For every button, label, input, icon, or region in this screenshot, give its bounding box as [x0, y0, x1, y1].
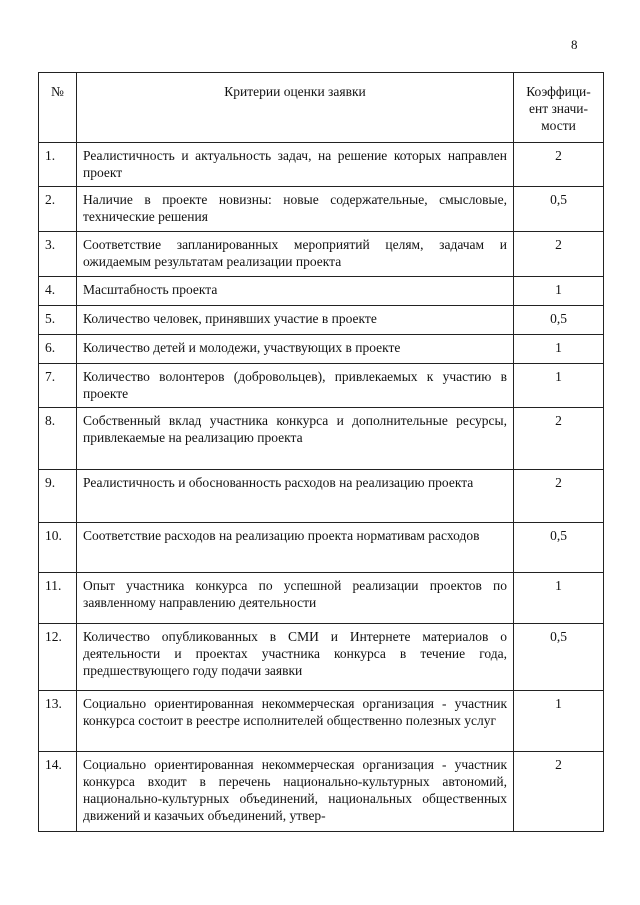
- row-coefficient: 2: [514, 232, 604, 277]
- table-row: [39, 573, 604, 624]
- row-coefficient: 0,5: [514, 306, 604, 335]
- row-number: 1.: [39, 143, 77, 187]
- row-coefficient: 1: [514, 335, 604, 364]
- header-number: №: [39, 73, 77, 143]
- row-criteria: Количество детей и молодежи, участвующих в проекте: [77, 335, 514, 364]
- row-criteria: Социально ориентированная некоммерческая организация - участник конкурса состоит в реестре исполнителей общественно полезных услуг: [77, 691, 514, 752]
- row-criteria: Количество опубликованных в СМИ и Интернете материалов о деятельности и проектах участника конкурса в течение года, предшествующего году подачи заявки: [77, 624, 514, 691]
- table-row: [39, 187, 604, 232]
- row-coefficient: 1: [514, 277, 604, 306]
- row-number: 12.: [39, 624, 77, 691]
- row-coefficient: 0,5: [514, 624, 604, 691]
- row-coefficient: 1: [514, 573, 604, 624]
- row-number: 3.: [39, 232, 77, 277]
- row-coefficient: 0,5: [514, 187, 604, 232]
- row-criteria: Реалистичность и актуальность задач, на решение которых направлен проект: [77, 143, 514, 187]
- criteria-table: [38, 72, 604, 832]
- table-row: [39, 143, 604, 187]
- page-number: 8: [571, 37, 578, 52]
- header-criteria: Критерии оценки заявки: [77, 73, 514, 143]
- table-row: [39, 624, 604, 691]
- row-criteria: Собственный вклад участника конкурса и дополнительные ресурсы, привлекаемые на реализацию проекта: [77, 408, 514, 470]
- row-criteria: Соответствие запланированных мероприятий целям, задачам и ожидаемым результатам реализации проекта: [77, 232, 514, 277]
- row-number: 8.: [39, 408, 77, 470]
- row-criteria: Соответствие расходов на реализацию проекта нормативам расходов: [77, 523, 514, 573]
- row-criteria: Опыт участника конкурса по успешной реализации проектов по заявленному направлению деятельности: [77, 573, 514, 624]
- row-number: 5.: [39, 306, 77, 335]
- row-number: 14.: [39, 752, 77, 832]
- row-coefficient: 2: [514, 143, 604, 187]
- header-coefficient: Коэффици-ент значи-мости: [514, 73, 604, 143]
- table-row: [39, 306, 604, 335]
- table-row: [39, 470, 604, 523]
- table-row: [39, 277, 604, 306]
- row-criteria: Наличие в проекте новизны: новые содержательные, смысловые, технические решения: [77, 187, 514, 232]
- row-coefficient: 2: [514, 470, 604, 523]
- row-coefficient: 1: [514, 364, 604, 408]
- row-number: 10.: [39, 523, 77, 573]
- table-header-row: [39, 73, 604, 143]
- row-number: 11.: [39, 573, 77, 624]
- row-coefficient: 1: [514, 691, 604, 752]
- row-number: 9.: [39, 470, 77, 523]
- table-row: [39, 364, 604, 408]
- table-row: [39, 523, 604, 573]
- row-criteria: Масштабность проекта: [77, 277, 514, 306]
- row-number: 6.: [39, 335, 77, 364]
- table-row: [39, 752, 604, 832]
- row-coefficient: 2: [514, 408, 604, 470]
- row-number: 2.: [39, 187, 77, 232]
- row-criteria: Социально ориентированная некоммерческая организация - участник конкурса входит в перечень национально-культурных автономий, национально-культурных объединений, национальных общественных движений и казачьих объединений, утвер-: [77, 752, 514, 832]
- row-criteria: Количество волонтеров (добровольцев), привлекаемых к участию в проекте: [77, 364, 514, 408]
- table-row: [39, 408, 604, 470]
- row-criteria: Реалистичность и обоснованность расходов на реализацию проекта: [77, 470, 514, 523]
- row-coefficient: 0,5: [514, 523, 604, 573]
- table-row: [39, 335, 604, 364]
- row-number: 7.: [39, 364, 77, 408]
- row-number: 4.: [39, 277, 77, 306]
- table-row: [39, 691, 604, 752]
- row-number: 13.: [39, 691, 77, 752]
- row-coefficient: 2: [514, 752, 604, 832]
- table-row: [39, 232, 604, 277]
- row-criteria: Количество человек, принявших участие в проекте: [77, 306, 514, 335]
